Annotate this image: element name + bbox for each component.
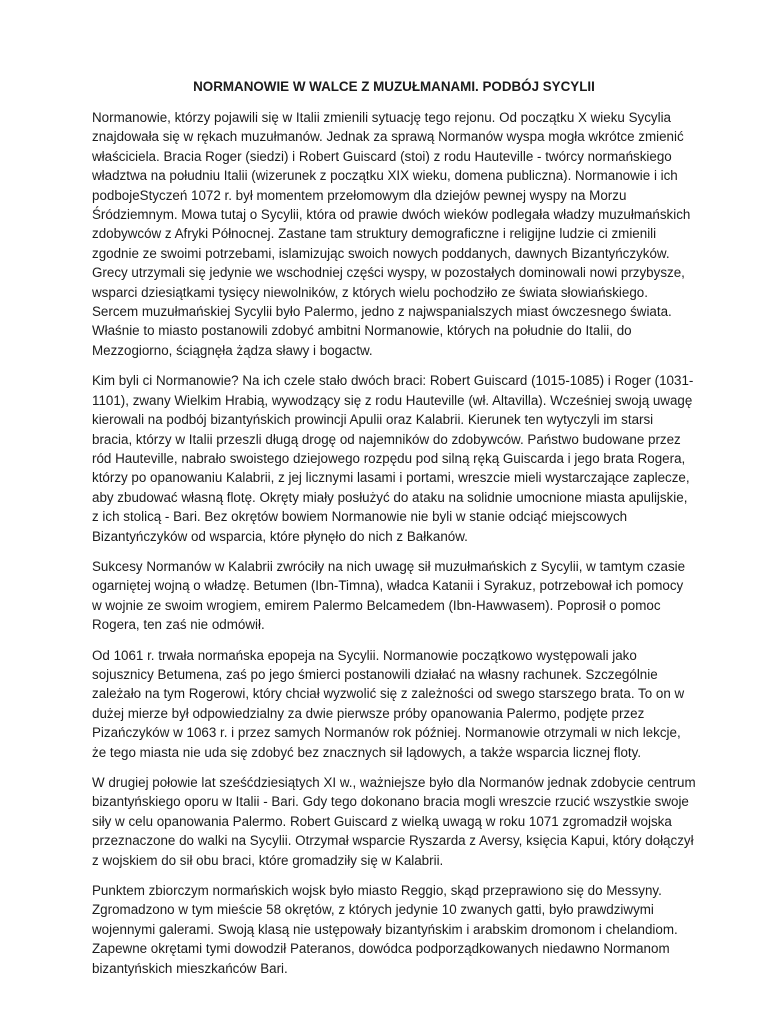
paragraph-calabria-success: Sukcesy Normanów w Kalabrii zwróciły na nich uwagę sił muzułmańskich z Sycylii, w tamtym czasie ogarniętej wojną o władzę. Betumen (Ibn-Timna), władca Katanii i Syrakuz, potrzebował ich pomocy w wojnie ze swoim wrogiem, emirem Palermo Belcamedem (Ibn-Hawwasem). Poprosił o pomoc Rogera, ten zaś nie odmówił. <box>92 558 686 633</box>
paragraph-bari-conquest: W drugiej połowie lat sześćdziesiątych XI w., ważniejsze było dla Normanów jednak zdobycie centrum bizantyńskiego oporu w Italii - Bari. Gdy tego dokonano bracia mogli wreszcie rzucić wszystkie swoje siły w celu opanowania Palermo. Robert Guiscard z wielką uwagą w roku 1071 zgromadził wojska przeznaczone do walki na Sycylii. Otrzymał wsparcie Ryszarda z Aversy, księcia Kapui, który dołączył z wojskiem do sił obu braci, które gromadziły się w Kalabrii. <box>92 775 696 868</box>
document-title: NORMANOWIE W WALCE Z MUZUŁMANAMI. PODBÓJ SYCYLII <box>193 79 595 94</box>
paragraph-normans-origin: Kim byli ci Normanowie? Na ich czele stało dwóch braci: Robert Guiscard (1015-1085) i Roger (1031-1101), zwany Wielkim Hrabią, wywodzący się z rodu Hauteville (wł. Altavilla). Wcześniej swoją uwagę kierowali na podbój bizantyńskich prowincji Apulii oraz Kalabrii. Kierunek ten wytyczyli im starsi bracia, którzy w Italii przeszli długą drogę od najemników do zdobywców. Państwo budowane przez ród Hauteville, nabrało swoistego dziejowego rozpędu pod silną ręką Guiscarda i jego brata Rogera, którzy po opanowaniu Kalabrii, z jej licznymi lasami i portami, wreszcie mieli wystarczające zaplecze, aby zbudować własną flotę. Okręty miały posłużyć do ataku na solidnie umocnione miasta apulijskie, z ich stolicą - Bari. Bez okrętów bowiem Normanowie nie byli w stanie odciąć miejscowych Bizantyńczyków od wsparcia, które płynęło do nich z Bałkanów. <box>92 373 694 544</box>
paragraph-reggio-fleet: Punktem zbiorczym normańskich wojsk było miasto Reggio, skąd przeprawiono się do Messyny. Zgromadzono w tym mieście 58 okrętów, z których jedynie 10 zwanych gatti, było prawdziwymi wojennymi galerami. Swoją klasą nie ustępowały bizantyńskim i arabskim dromonom i chelandiom. Zapewne okrętami tymi dowodził Pateranos, dowódca podporządkowanych niedawno Normanom bizantyńskich mieszkańców Bari. <box>92 883 678 976</box>
paragraph-sicily-epic: Od 1061 r. trwała normańska epopeja na Sycylii. Normanowie początkowo występowali jako sojusznicy Betumena, zaś po jego śmierci postanowili działać na własny rachunek. Szczególnie zależało na tym Rogerowi, który chciał wyzwolić się z zależności od swego starszego brata. To on w dużej mierze był odpowiedzialny za dwie pierwsze próby opanowania Palermo, podjęte przez Pizańczyków w 1063 r. i przez samych Normanów rok później. Normanowie otrzymali w nich lekcje, że tego miasta nie uda się zdobyć bez znacznych sił lądowych, a także wsparcia licznej floty. <box>92 647 685 760</box>
paragraph-intro: Normanowie, którzy pojawili się w Italii zmienili sytuację tego rejonu. Od początku X wieku Sycylia znajdowała się w rękach muzułmanów. Jednak za sprawą Normanów wyspa mogła wkrótce zmienić właściciela. Bracia Roger (siedzi) i Robert Guiscard (stoi) z rodu Hauteville - twórcy normańskiego władztwa na południu Italii (wizerunek z początku XIX wieku, domena publiczna). Normanowie i ich podbojeStyczeń 1072 r. był momentem przełomowym dla dziejów pewnej wyspy na Morzu Śródziemnym. Mowa tutaj o Sycylii, która od prawie dwóch wieków podlegała władzy muzułmańskich zdobywców z Afryki Północnej. Zastane tam struktury demograficzne i religijne ludzie ci zmienili zgodnie ze swoimi potrzebami, islamizując swoich nowych poddanych, dawnych Bizantyńczyków. Grecy utrzymali się jedynie we wschodniej części wyspy, w pozostałych dominowali nowi przybysze, wsparci dziesiątkami tysięcy niewolników, z których wielu pochodziło ze świata słowiańskiego. Sercem muzułmańskiej Sycylii było Palermo, jedno z najwspanialszych miast ówczesnego świata. Właśnie to miasto postanowili zdobyć ambitni Normanowie, których na południe do Italii, do Mezzogiorno, ściągnęła żądza sławy i bogactw. <box>92 110 691 358</box>
